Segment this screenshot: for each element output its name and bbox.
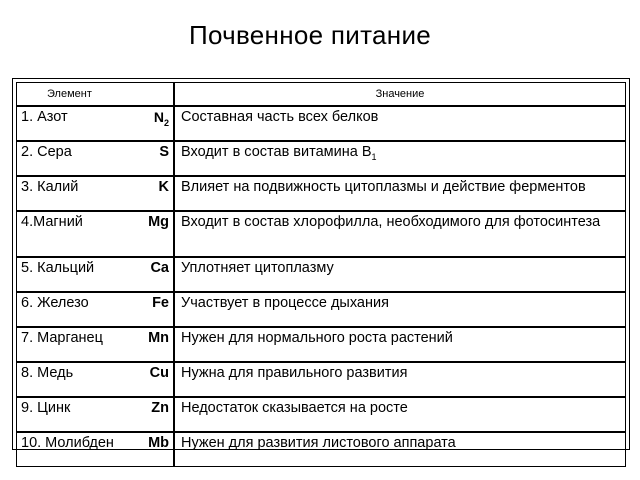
value-cell: Уплотняет цитоплазму [174,257,626,292]
element-symbol: Zn [151,400,169,416]
element-name: 5. Кальций [21,260,95,276]
table-row [16,397,626,432]
header-value: Значение [174,82,626,106]
element-name: 9. Цинк [21,400,71,416]
table-frame [12,78,630,450]
value-cell: Нужна для правильного развития [174,362,626,397]
element-name: 3. Калий [21,179,79,195]
page-title: Почвенное питание [188,20,432,50]
value-cell: Влияет на подвижность цитоплазмы и действие ферментов [174,176,626,211]
table-row [16,211,626,257]
table-row [16,257,626,292]
element-cell [16,176,174,211]
table-row [16,106,626,141]
element-name: 7. Марганец [21,330,103,346]
table-row [16,362,626,397]
element-name: 2. Сера [21,144,72,160]
element-symbol: Mn [148,330,169,346]
element-cell [16,257,174,292]
element-name: 8. Медь [21,365,74,381]
table-header-row [16,82,626,106]
element-symbol: K [158,179,169,195]
value-cell: Нужен для развития листового аппарата [174,432,626,467]
element-name: 4.Магний [21,214,83,230]
table-row [16,176,626,211]
value-cell: Составная часть всех белков [174,106,626,141]
element-cell [16,432,174,467]
element-cell [16,211,174,257]
nutrition-table [16,82,626,467]
element-cell [16,106,174,141]
table-row [16,292,626,327]
element-symbol: $N_2$ [153,109,169,128]
element-name: 1. Азот [21,109,68,125]
element-cell [16,141,174,176]
table-row [16,327,626,362]
element-symbol: S [159,144,169,160]
value-cell: Недостаток сказывается на росте [174,397,626,432]
element-name: 10. Молибден [21,435,114,451]
element-symbol: Ca [150,260,169,276]
header-element: Элемент [16,82,174,106]
element-cell [16,292,174,327]
element-symbol: Mb [148,435,169,451]
value-cell: Входит в состав витамина $B_1$ [174,141,626,176]
element-cell [16,397,174,432]
element-symbol: Cu [149,365,169,381]
element-name: 6. Железо [21,295,89,311]
value-cell: Нужен для нормального роста растений [174,327,626,362]
value-cell: Входит в состав хлорофилла, необходимого для фотосинтеза [174,211,626,257]
value-cell: Участвует в процессе дыхания [174,292,626,327]
element-symbol: Fe [152,295,169,311]
element-cell [16,327,174,362]
table-row [16,141,626,176]
element-cell [16,362,174,397]
element-symbol: Mg [148,214,169,230]
table-row [16,432,626,467]
